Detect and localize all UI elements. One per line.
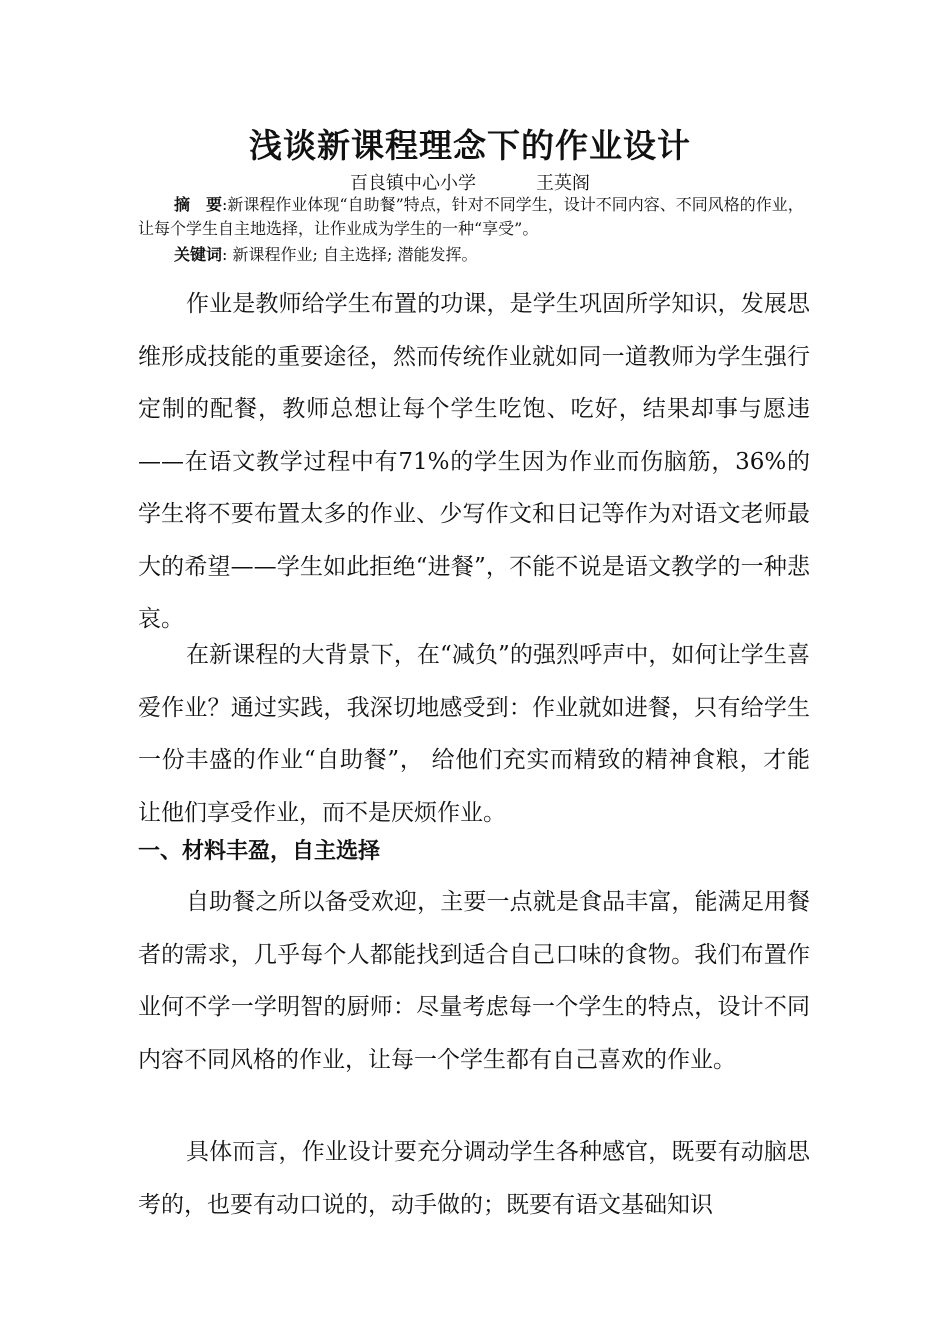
paragraph-1: 作业是教师给学生布置的功课，是学生巩固所学知识，发展思维形成技能的重要途径，然而传统作业就如同一道教师为学生强行定制的配餐，教师总想让每个学生吃饱、吃好，结果却事与愿违——在语文教学过程中有71%的学生因为作业而伤脑筋，36%的学生将不要布置太多的作业、少写作文和日记等作为对语文老师最大的希望——学生如此拒绝“进餐”，不能不说是语文教学的一种悲哀。 (138, 291, 810, 632)
keywords-text: : 新课程作业; 自主选择; 潜能发挥。 (222, 245, 478, 264)
document-title: 浅谈新课程理念下的作业设计 (249, 126, 691, 165)
author-name: 王英阁 (536, 173, 590, 194)
abstract (138, 193, 810, 241)
abstract-label: 摘 要 (174, 195, 223, 214)
section-heading: 一、材料丰盈，自主选择 (138, 839, 381, 864)
keywords-label: 关键词 (174, 245, 223, 264)
paragraph-2: 在新课程的大背景下，在“减负”的强烈呼声中，如何让学生喜爱作业？通过实践，我深切地感受到：作业就如进餐，只有给学生一份丰盛的作业“自助餐”， 给他们充实而精致的精神食粮，才能让他们享受作业，而不是厌烦作业。 (138, 642, 810, 826)
paragraph-4: 具体而言，作业设计要充分调动学生各种感官，既要有动脑思考的，也要有动口说的，动手做的；既要有语文基础知识 (138, 1139, 810, 1218)
abstract-text: :新课程作业体现“自助餐”特点，针对不同学生，设计不同内容、不同风格的作业，让每个学生自主地选择，让作业成为学生的一种“享受”。 (138, 195, 804, 238)
keywords (174, 243, 814, 267)
paragraph-3: 自助餐之所以备受欢迎，主要一点就是食品丰富，能满足用餐者的需求，几乎每个人都能找到适合自己口味的食物。我们布置作业何不学一学明智的厨师：尽量考虑每一个学生的特点，设计不同内容不同风格的作业，让每一个学生都有自己喜欢的作业。 (138, 889, 810, 1073)
school-name: 百良镇中心小学 (350, 173, 476, 194)
author-line (0, 169, 940, 195)
